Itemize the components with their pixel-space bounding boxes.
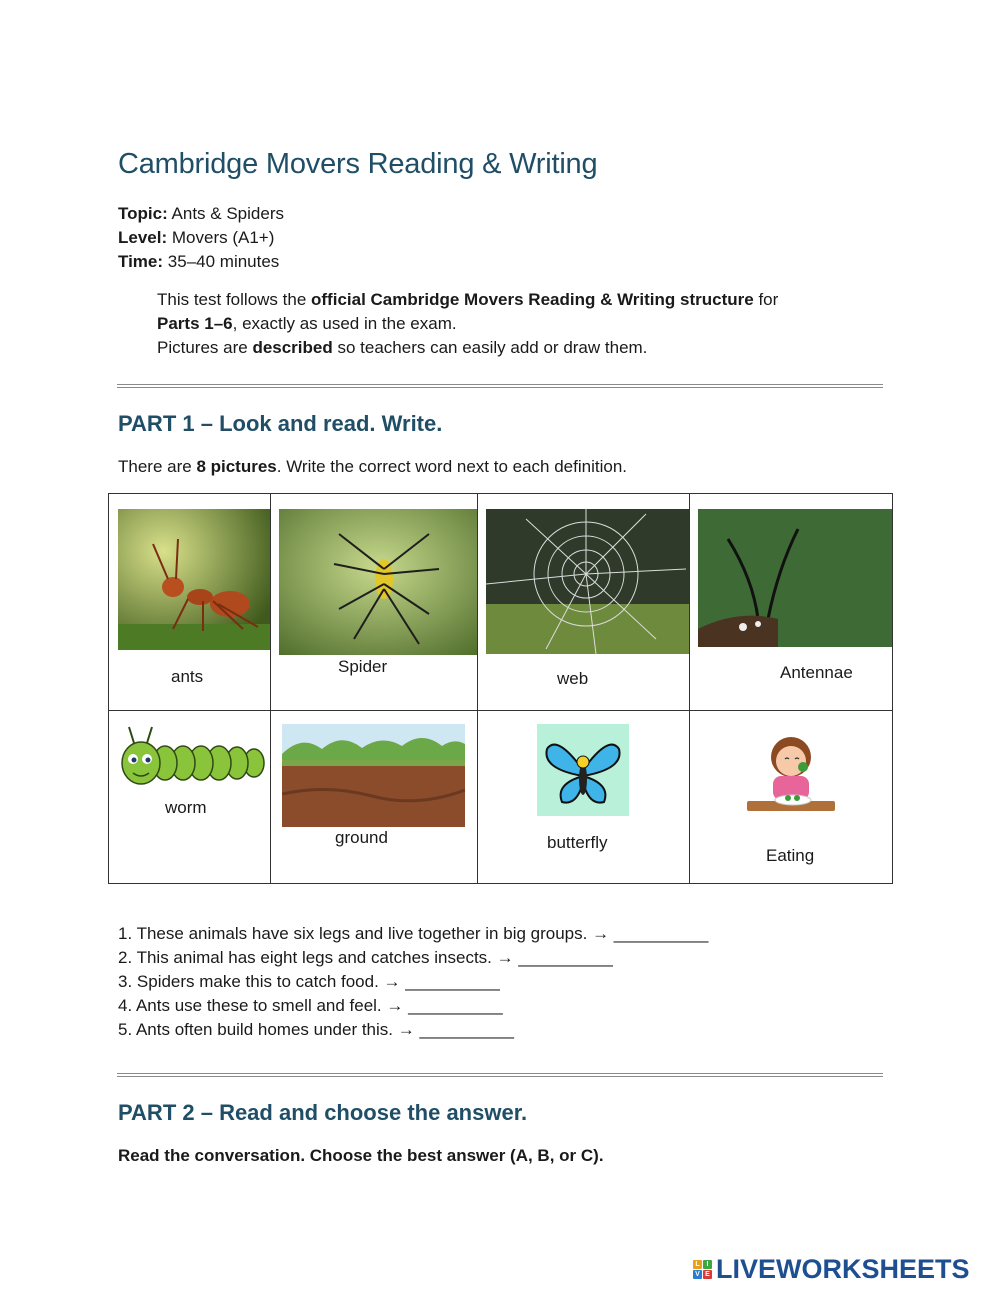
part1-title: PART 1 – Look and read. Write. — [118, 411, 443, 436]
ground-image — [282, 724, 465, 827]
question-item: 2. This animal has eight legs and catches insects. → __________ — [118, 948, 613, 967]
picture-cell-eating — [690, 711, 893, 884]
picture-cell-worm — [109, 711, 271, 884]
caption-butterfly: butterfly — [547, 833, 608, 852]
time-line: Time: 35–40 minutes — [118, 252, 280, 271]
caption-antennae: Antennae — [780, 663, 853, 682]
eating-image — [745, 729, 837, 825]
picture-table — [108, 493, 893, 884]
logo-text: LIVEWORKSHEETS — [716, 1254, 970, 1284]
ant-image — [118, 509, 270, 650]
question-item: 5. Ants often build homes under this. → __________ — [118, 1020, 514, 1039]
part2-instruction: Read the conversation. Choose the best answer (A, B, or C). — [118, 1146, 604, 1165]
test-meta — [118, 202, 284, 274]
topic-line: Topic: Ants & Spiders — [118, 204, 284, 223]
picture-cell-ground — [271, 711, 478, 884]
caption-eating: Eating — [766, 846, 815, 865]
picture-cell-butterfly — [478, 711, 690, 884]
picture-cell-spider — [271, 494, 478, 711]
part1-instruction: There are 8 pictures. Write the correct word next to each definition. — [118, 457, 627, 476]
liveworksheets-logo — [693, 1254, 970, 1285]
divider — [117, 1073, 883, 1077]
question-list — [118, 922, 708, 1042]
worm-image — [119, 723, 267, 793]
divider — [117, 384, 883, 388]
spider-image — [279, 509, 477, 655]
caption-spider: Spider — [338, 657, 388, 676]
caption-ground: ground — [335, 828, 388, 847]
question-item: 1. These animals have six legs and live together in big groups. → __________ — [118, 924, 709, 943]
page-title: Cambridge Movers Reading & Writing — [118, 148, 598, 180]
intro-note: This test follows the official Cambridge Movers Reading & Writing structure for Parts 1–6, exactly as used in the exam. Pictures are described so teachers can easily add or draw them. — [157, 290, 779, 357]
picture-cell-antennae — [690, 494, 893, 711]
logo-mark-icon: L I V E — [693, 1260, 712, 1279]
antennae-image — [698, 509, 892, 647]
picture-cell-web — [478, 494, 690, 711]
caption-ants: ants — [171, 667, 204, 686]
part2-title: PART 2 – Read and choose the answer. — [118, 1100, 528, 1125]
caption-web: web — [557, 669, 589, 688]
caption-worm: worm — [165, 798, 207, 817]
level-line: Level: Movers (A1+) — [118, 228, 275, 247]
picture-cell-ants — [109, 494, 271, 711]
web-image — [486, 509, 689, 654]
question-item: 3. Spiders make this to catch food. → __________ — [118, 972, 500, 991]
butterfly-image — [537, 724, 629, 816]
question-item: 4. Ants use these to smell and feel. → __________ — [118, 996, 503, 1015]
